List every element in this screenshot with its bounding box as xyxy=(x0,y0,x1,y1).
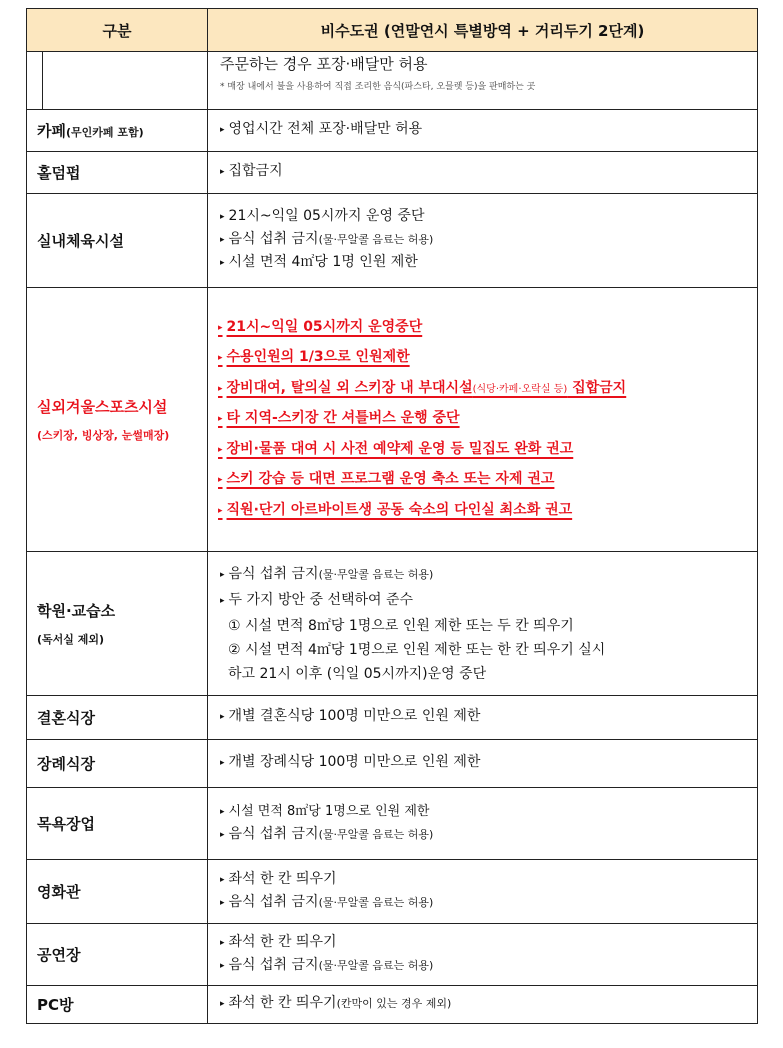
row-label-wedding: 결혼식장 xyxy=(37,709,95,727)
table-row-holdem xyxy=(26,152,758,194)
theater-line-1: ▸ 좌석 한 칸 띄우기 xyxy=(220,933,337,950)
winter-line-1: ▸ 21시~익일 05시까지 운영중단 xyxy=(218,318,423,335)
winter-line-3: ▸ 장비대여, 탈의실 외 스키장 내 부대시설(식당·카페·오락실 등) 집합금지 xyxy=(218,379,627,396)
row-sublabel-winter-sports: (스키장, 빙상장, 눈썰매장) xyxy=(37,429,170,442)
bullet-icon: ▸ xyxy=(220,212,225,222)
header-category: 구분 xyxy=(26,8,208,52)
indoor-sports-line-1: ▸ 21시~익일 05시까지 운영 중단 xyxy=(220,208,425,224)
bathhouse-line-1: ▸ 시설 면적 8㎡당 1명으로 인원 제한 xyxy=(220,803,430,819)
table-header xyxy=(26,8,758,52)
bullet-icon: ▸ xyxy=(220,235,225,245)
bullet-icon: ▸ xyxy=(218,444,223,455)
row-label-cafe: 카페(무인카페 포함) xyxy=(37,122,144,140)
row-label-indoor-sports: 실내체육시설 xyxy=(37,232,124,250)
table-row-indoor-sports xyxy=(26,194,758,288)
row-label-academy: 학원·교습소 xyxy=(37,602,116,620)
bullet-icon: ▸ xyxy=(218,383,223,394)
bullet-icon: ▸ xyxy=(218,414,223,425)
row-label-holdem: 홀덤펍 xyxy=(37,164,81,182)
bullet-icon: ▸ xyxy=(218,475,223,486)
bullet-icon: ▸ xyxy=(220,167,225,177)
indoor-sports-line-3: ▸ 시설 면적 4㎡당 1명 인원 제한 xyxy=(220,254,418,270)
cinema-line-2: ▸ 음식 섭취 금지(물·무알콜 음료는 허용) xyxy=(220,893,434,910)
bullet-icon: ▸ xyxy=(220,125,225,135)
bullet-icon: ▸ xyxy=(220,806,225,817)
bullet-icon: ▸ xyxy=(220,758,225,768)
bullet-icon: ▸ xyxy=(220,258,225,268)
bullet-icon: ▸ xyxy=(220,960,225,971)
pcroom-line: ▸ 좌석 한 칸 띄우기(칸막이 있는 경우 제외) xyxy=(220,995,452,1011)
winter-line-4: ▸ 타 지역-스키장 간 셔틀버스 운행 중단 xyxy=(218,410,460,427)
restaurant-cont-text: 주문하는 경우 포장·배달만 허용 xyxy=(220,55,428,73)
cinema-line-1: ▸ 좌석 한 칸 띄우기 xyxy=(220,870,337,887)
bullet-icon: ▸ xyxy=(220,595,225,606)
bullet-icon: ▸ xyxy=(220,897,225,908)
table-row-wedding xyxy=(26,696,758,740)
row-sublabel-academy: (독서실 제외) xyxy=(37,633,105,646)
cafe-line: ▸ 영업시간 전체 포장·배달만 허용 xyxy=(220,121,423,137)
row-label-winter-sports: 실외겨울스포츠시설 xyxy=(37,398,168,416)
table-row-funeral xyxy=(26,740,758,788)
holdem-line: ▸ 집합금지 xyxy=(220,163,283,179)
academy-line-1: ▸ 음식 섭취 금지(물·무알콜 음료는 허용) xyxy=(220,565,434,582)
table-row-pcroom xyxy=(26,986,758,1024)
bathhouse-line-2: ▸ 음식 섭취 금지(물·무알콜 음료는 허용) xyxy=(220,825,434,842)
table-row-theater xyxy=(26,924,758,986)
row-label-funeral: 장례식장 xyxy=(37,755,95,773)
winter-line-6: ▸ 스키 강습 등 대면 프로그램 운영 축소 또는 자제 권고 xyxy=(218,471,555,488)
table-row-cafe xyxy=(26,110,758,152)
wedding-line: ▸ 개별 결혼식당 100명 미만으로 인원 제한 xyxy=(220,708,481,724)
bullet-icon: ▸ xyxy=(220,712,225,722)
bullet-icon: ▸ xyxy=(218,505,223,516)
bullet-icon: ▸ xyxy=(220,937,225,948)
winter-line-5: ▸ 장비·물품 대여 시 사전 예약제 운영 등 밀집도 완화 권고 xyxy=(218,440,574,457)
table-row-cinema xyxy=(26,860,758,924)
bullet-icon: ▸ xyxy=(220,829,225,840)
bullet-icon: ▸ xyxy=(220,999,225,1009)
bullet-icon: ▸ xyxy=(218,353,223,364)
bullet-icon: ▸ xyxy=(220,874,225,885)
header-policy: 비수도권 (연말연시 특별방역 + 거리두기 2단계) xyxy=(208,8,758,52)
academy-line-2: ▸ 두 가지 방안 중 선택하여 준수 xyxy=(220,591,414,608)
winter-line-7: ▸ 직원·단기 아르바이트생 공동 숙소의 다인실 최소화 권고 xyxy=(218,501,573,518)
theater-line-2: ▸ 음식 섭취 금지(물·무알콜 음료는 허용) xyxy=(220,956,434,973)
bullet-icon: ▸ xyxy=(220,569,225,580)
row-label-theater: 공연장 xyxy=(37,946,81,964)
table-row-restaurant-cont xyxy=(26,52,758,110)
restaurant-cont-note: * 매장 내에서 불을 사용하여 직접 조리한 음식(파스타, 오믈렛 등)을 판매하는 곳 xyxy=(220,82,536,92)
academy-line-4: ② 시설 면적 4㎡당 1명으로 인원 제한 또는 한 칸 띄우기 실시 xyxy=(228,641,606,658)
table-row-academy xyxy=(26,552,758,696)
table-row-bathhouse xyxy=(26,788,758,860)
bullet-icon: ▸ xyxy=(218,322,223,333)
academy-line-5: 하고 21시 이후 (익일 05시까지)운영 중단 xyxy=(228,665,487,682)
funeral-line: ▸ 개별 장례식당 100명 미만으로 인원 제한 xyxy=(220,754,481,770)
row-label-cinema: 영화관 xyxy=(37,883,81,901)
table-row-winter-sports xyxy=(26,288,758,552)
academy-line-3: ① 시설 면적 8㎡당 1명으로 인원 제한 또는 두 칸 띄우기 xyxy=(228,617,574,634)
winter-line-2: ▸ 수용인원의 1/3으로 인원제한 xyxy=(218,349,410,366)
row-label-pcroom: PC방 xyxy=(37,996,74,1014)
indoor-sports-line-2: ▸ 음식 섭취 금지(물·무알콜 음료는 허용) xyxy=(220,231,434,247)
row-label-bathhouse: 목욕장업 xyxy=(37,815,95,833)
